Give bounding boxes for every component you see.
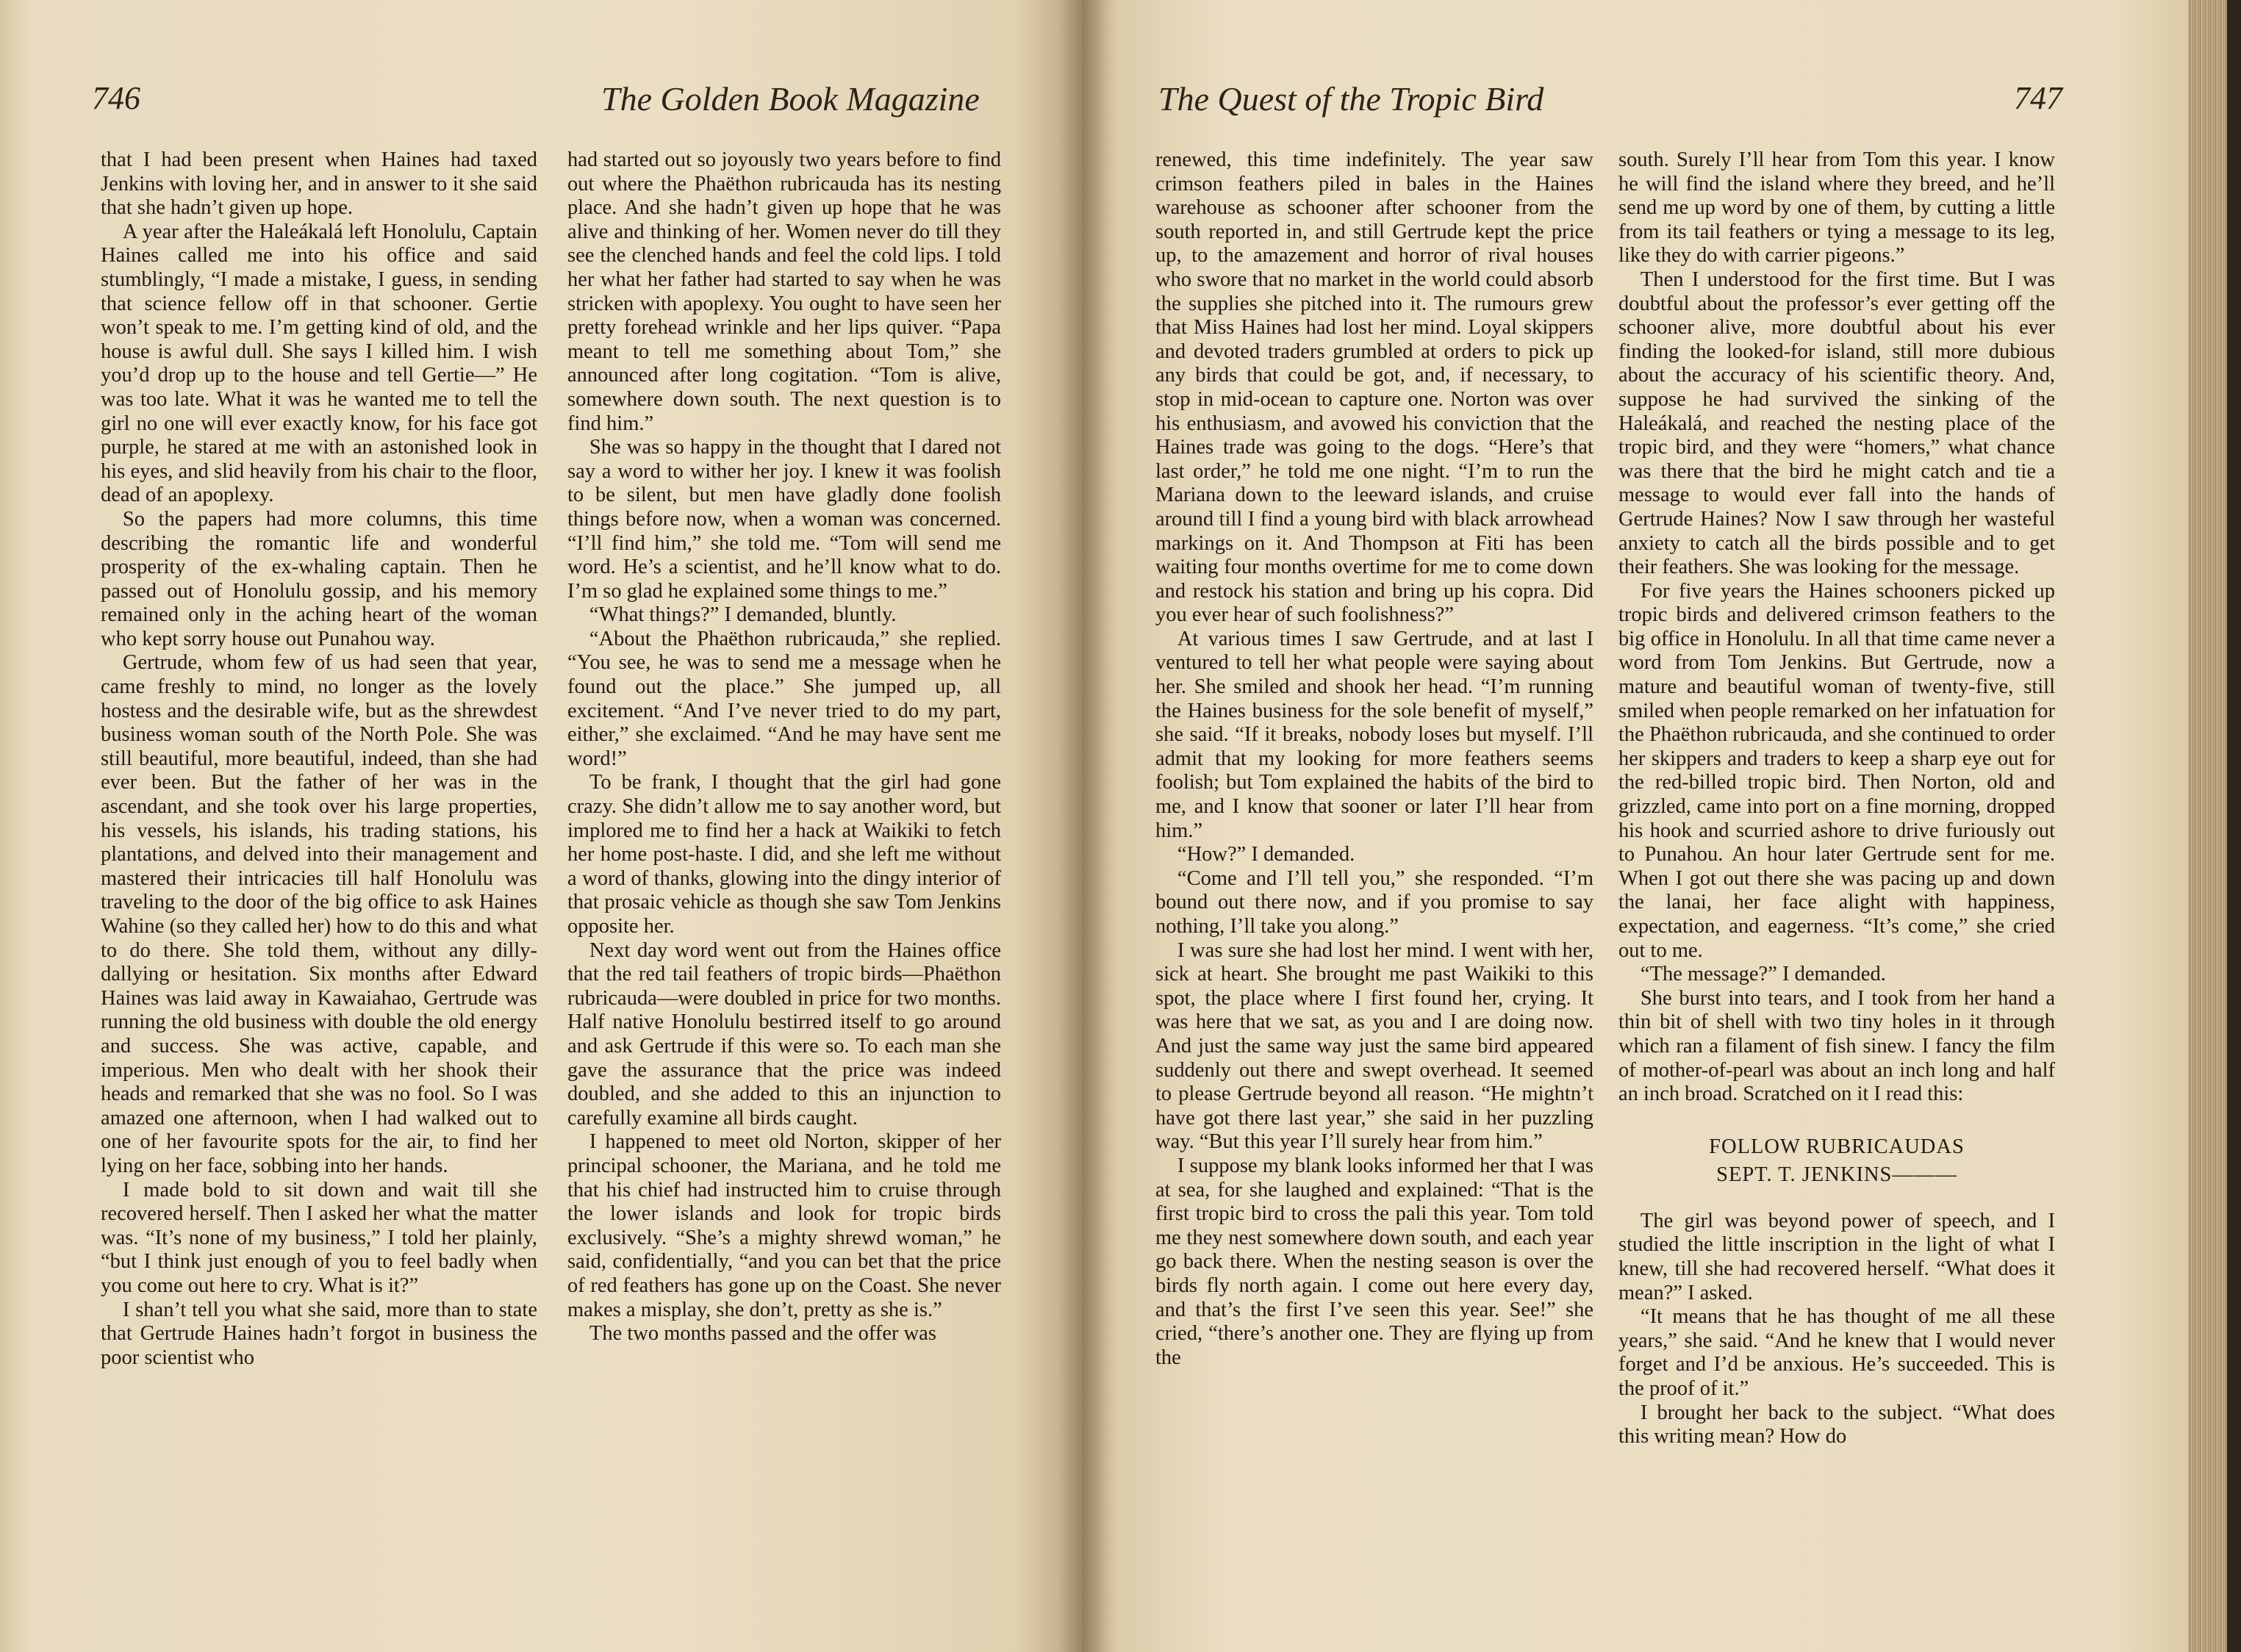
paragraph: I brought her back to the subject. “What does this writing mean? How do (1618, 1401, 2055, 1448)
paragraph: Gertrude, whom few of us had seen that year, came freshly to mind, no longer as the lovely hostess and the desirable wife, but as the shrewdest business woman south of the North Pole. She was still beautiful, more beautiful, indeed, than she had ever been. But the father of her was in the ascendant, and she took over his large properties, his vessels, his islands, his trading stations, his plantations, and delved into their management and mastered their intricacies till half Honolulu was traveling to the door of the big office to ask Haines Wahine (so they called her) how to do this and what to do there. She told them, without any dilly-dallying or hesitation. Six months after Edward Haines was laid away in Kawaiahao, Gertrude was running the old business with double the old energy and success. She was active, capable, and imperious. Men who dealt with her shook their heads and remarked that she was no fool. So I was amazed one afternoon, when I had walked out to one of her favourite spots for the air, to find her lying on her face, sobbing into her hands. (101, 651, 537, 1177)
paragraph: The two months passed and the offer was (589, 1322, 936, 1346)
inscription-line-1: FOLLOW RUBRICAUDAS (1709, 1135, 1965, 1158)
paragraph: that I had been present when Haines had taxed Jenkins with loving her, and in answer to it she said that she hadn’t given up hope. (101, 148, 537, 220)
left-page (0, 0, 1082, 1652)
paragraph: Then I understood for the first time. But I was doubtful about the professor’s ever getting off the schooner alive, more doubtful about his ever finding the looked-for island, still more dubious about the accuracy of his scientific theory. And, suppose he had survived the sinking of the Haleákalá, and reached the nesting place of the tropic bird, and they were “homers,” what chance was there that the bird he might catch and tie a message to would ever fall into the hands of Gertrude Haines? Now I saw through her wasteful anxiety to catch all the birds possible and to get their feathers. She was looking for the message. (1618, 267, 2055, 579)
paragraph: I happened to meet old Norton, skipper of her principal schooner, the Mariana, and he told me that his chief had instructed him to cruise through the lower islands and look for tropic birds exclusively. “She’s a mighty shrewd woman,” he said, confidentially, “and you can bet that the price of red feathers has gone up on the Coast. She never makes a misplay, she don’t, pretty as she is.” (567, 1130, 1001, 1321)
book-cover-edge (2227, 0, 2241, 1652)
paragraph: I shan’t tell you what she said, more than to state that Gertrude Haines hadn’t forgot in business the poor scientist who (101, 1298, 537, 1369)
paragraph: She burst into tears, and I took from her hand a thin bit of shell with two tiny holes in it through which ran a filament of fish sinew. I fancy the film of mother-of-pearl was about an inch long and half an inch broad. Scratched on it I read this: (1618, 986, 2055, 1106)
book-gutter (1058, 0, 1110, 1652)
paragraph: I was sure she had lost her mind. I went with her, sick at heart. She brought me past Waikiki to this spot, the place where I first found her, crying. It was here that we sat, as you and I are doing now. And just the same way just the same bird appeared suddenly out there and swept overhead. It seemed to please Gertrude beyond all reason. “He mightn’t have got there last year,” she said in her puzzling way. “But this year I’ll surely hear from him.” (1155, 938, 1593, 1154)
paragraph: “About the Phaëthon rubricauda,” she replied. “You see, he was to send me a message when he found out the place.” She jumped up, all excitement. “And I’ve never tried to do my part, either,” she exclaimed. “And he may have sent me word!” (567, 627, 1001, 770)
paragraph: south. Surely I’ll hear from Tom this year. I know he will find the island where they breed, and he’ll send me up word by one of them, by cutting a little from its tail feathers or tying a message to its leg, like they do with carrier pigeons.” (1618, 148, 2055, 267)
paragraph: She was so happy in the thought that I dared not say a word to wither her joy. I knew it was foolish to be silent, but men have gladly done foolish things before now, when a woman was concerned. “I’ll find him,” she told me. “Tom will send me word. He’s a scientist, and he’ll know what to do. I’m so glad he explained some things to me.” (567, 436, 1001, 603)
paragraph: “It means that he has thought of me all these years,” she said. “And he knew that I would never forget and I’d be anxious. He’s succeeded. This is the proof of it.” (1618, 1305, 2055, 1400)
paragraph: “The message?” I demanded. (1640, 963, 1886, 986)
paragraph: For five years the Haines schooners picked up tropic birds and delivered crimson feathers to the big office in Honolulu. In all that time came never a word from Tom Jenkins. But Gertrude, now a mature and beautiful woman of twenty-five, still smiled when people remarked on her infatuation for the Phaëthon rubricauda, and she continued to order her skippers and traders to keep a sharp eye out for the red-billed tropic bird. Then Norton, old and grizzled, came into port on a fine morning, dropped his hook and scurried ashore to drive furiously out to Punahou. An hour later Gertrude sent for me. When I got out there she was pacing up and down the lanai, her face alight with happiness, expectation, and eagerness. “It’s come,” she cried out to me. (1618, 579, 2055, 962)
right-column-2 (1618, 148, 2055, 1449)
paragraph: I suppose my blank looks informed her that I was at sea, for she laughed and explained: “That is the first tropic bird to cross the pali this year. Tom told me they nest somewhere down south, and each year go back there. When the nesting season is over the birds fly north again. I come out here every day, and that’s the first I’ve seen this year. See!” she cried, “there’s another one. They are flying up from the (1155, 1154, 1593, 1369)
paragraph: To be frank, I thought that the girl had gone crazy. She didn’t allow me to say another word, but implored me to find her a hack at Waikiki to fetch her home post-haste. I did, and she left me without a word of thanks, glowing into the dingy interior of that prosaic vehicle as though she saw Tom Jenkins opposite her. (567, 771, 1001, 938)
page-number-right: 747 (2014, 80, 2062, 116)
left-column-1 (101, 148, 537, 1370)
paragraph: renewed, this time indefinitely. The year saw crimson feathers piled in bales in the Haines warehouse as schooner after schooner from the south reported in, and still Gertrude kept the price up, to the amazement and horror of rival houses who swore that no market in the world could absorb the supplies she pitched into it. The rumours grew that Miss Haines had lost her mind. Loyal skippers and devoted traders grumbled at orders to pick up any birds that could be got, and, if necessary, to stop in mid-ocean to capture one. Norton was over his enthusiasm, and avowed his conviction that the Haines trade was going to the dogs. “Here’s that last order,” he told me one night. “I’m to run the Mariana down to the leeward islands, and cruise around till I find a young bird with black arrowhead markings on it. And Thompson at Fiti has been waiting four months overtime for me to come down and restock his station and bring up his copra. Did you ever hear of such foolishness?” (1155, 148, 1593, 627)
page-number-left: 746 (92, 80, 140, 116)
paragraph: “What things?” I demanded, bluntly. (589, 603, 897, 627)
paragraph: Next day word went out from the Haines office that the red tail feathers of tropic birds—Phaëthon rubricauda—were doubled in price for two months. Half native Honolulu bestirred itself to go around and ask Gertrude if this were so. To each man she gave the assurance that the price was indeed doubled, and she added to this an injunction to carefully examine all birds caught. (567, 938, 1001, 1130)
inscription-line-2: SEPT. T. JENKINS——— (1716, 1163, 1957, 1186)
paragraph: I made bold to sit down and wait till she recovered herself. Then I asked her what the matter was. “It’s none of my business,” I told her plainly, “but I think just enough of you to feel badly when you come out here to cry. What is it?” (101, 1178, 537, 1297)
paragraph: At various times I saw Gertrude, and at last I ventured to tell her what people were saying about her. She smiled and shook her head. “I’m running the Haines business for the sole benefit of myself,” she said. “If it breaks, nobody loses but myself. I’ll admit that my looking for more feathers seems foolish; but Tom explained the habits of the bird to me, and I know that sooner or later I’ll hear from him.” (1155, 627, 1593, 842)
paragraph: “Come and I’ll tell you,” she responded. “I’m bound out there now, and if you promise to say nothing, I’ll take you along.” (1155, 866, 1593, 938)
right-column-1 (1155, 148, 1593, 1370)
shell-inscription (1618, 1133, 2055, 1189)
running-title-right: The Quest of the Tropic Bird (1158, 80, 1544, 118)
paragraph: had started out so joyously two years before to find out where the Phaëthon rubricauda has its nesting place. And she hadn’t given up hope that he was alive and thinking of her. Women never do till they see the clenched hands and feel the cold lips. I told her what her father had started to say when he was stricken with apoplexy. You ought to have seen her pretty forehead wrinkle and her lips quiver. “Papa meant to tell me something about Tom,” she announced after long cogitation. “Tom is alive, somewhere down south. The next question is to find him.” (567, 148, 1001, 435)
running-title-left: The Golden Book Magazine (601, 80, 980, 118)
right-page (1082, 0, 2188, 1652)
paragraph: The girl was beyond power of speech, and I studied the little inscription in the light of what I knew, till she had recovered herself. “What does it mean?” I asked. (1618, 1209, 2055, 1304)
paragraph: So the papers had more columns, this time describing the romantic life and wonderful prosperity of the ex-whaling captain. Then he passed out of Honolulu gossip, and his memory remained only in the aching heart of the woman who kept sorry house out Punahou way. (101, 507, 537, 650)
left-column-2 (567, 148, 1001, 1346)
paragraph: “How?” I demanded. (1177, 843, 1355, 866)
paragraph: A year after the Haleákalá left Honolulu, Captain Haines called me into his office and said stumblingly, “I made a mistake, I guess, in sending that science fellow off in that schooner. Gertie won’t speak to me. I’m getting kind of old, and the house is awful dull. She says I killed him. I wish you’d drop up to the house and tell Gertie—” He was too late. What it was he wanted me to tell the girl no one will ever exactly know, for his face got purple, he stared at me with an astonished look in his eyes, and slid heavily from his chair to the floor, dead of an apoplexy. (101, 220, 537, 507)
